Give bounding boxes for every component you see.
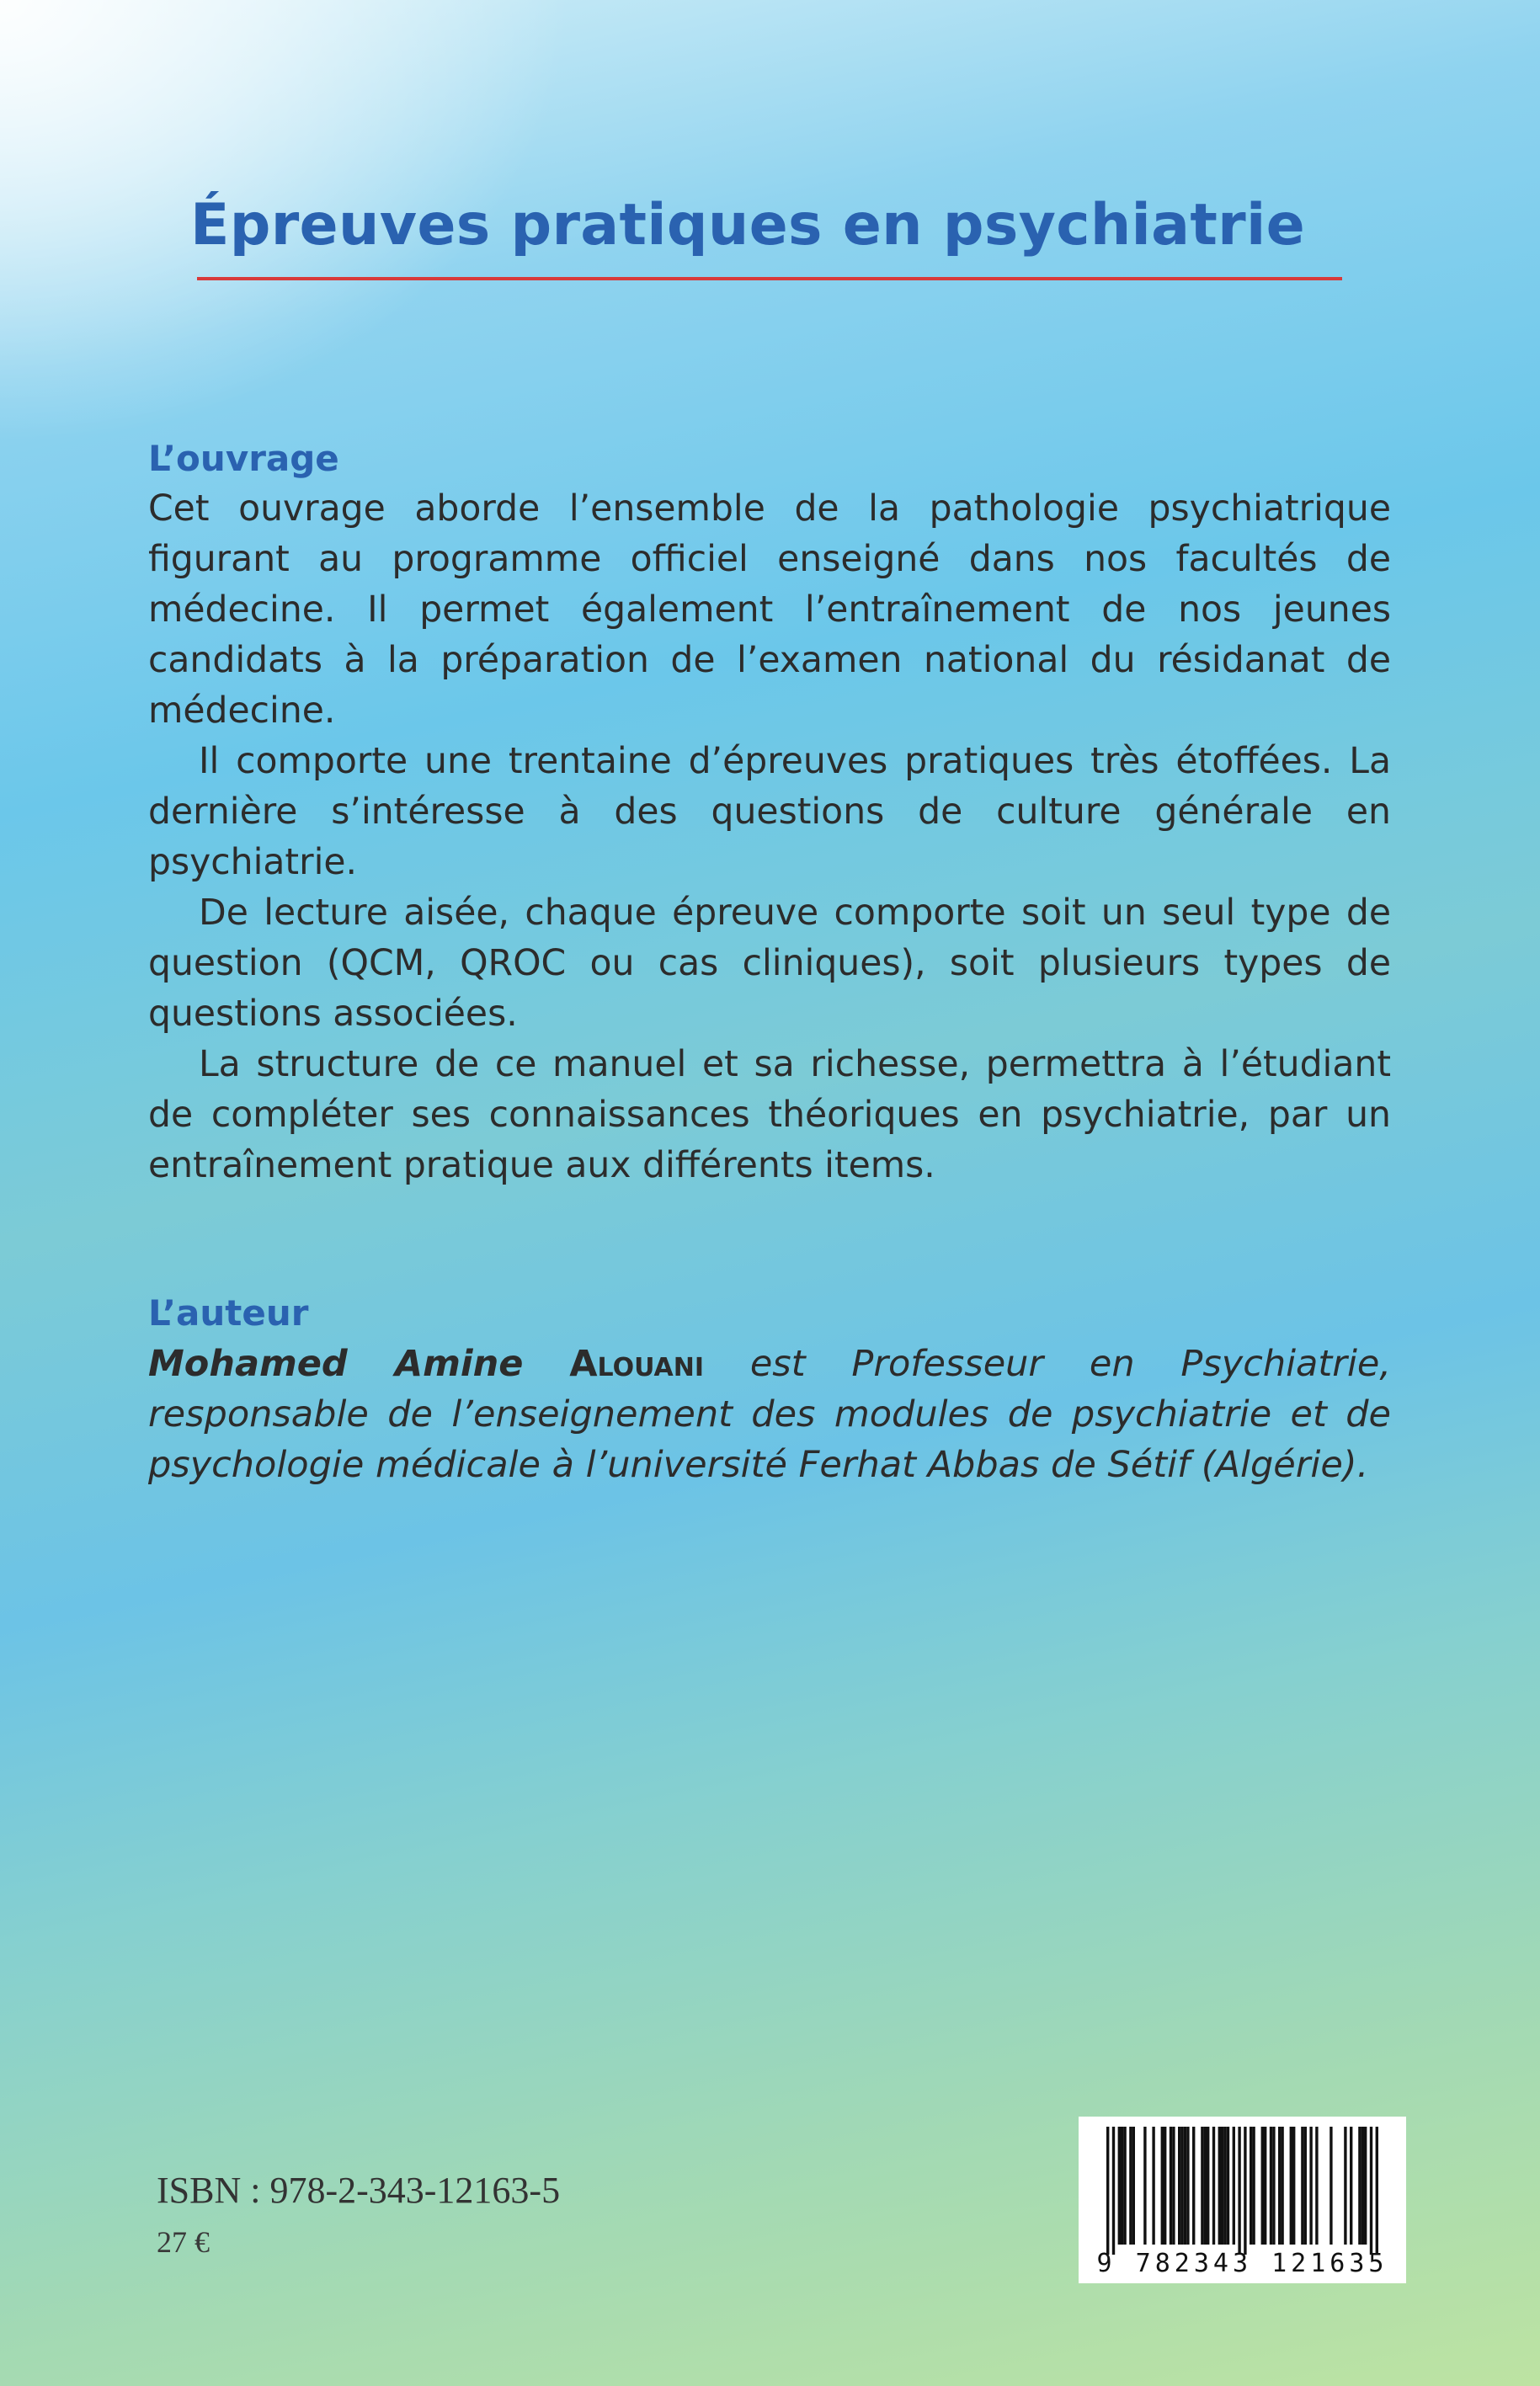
barcode-bar	[1204, 2127, 1207, 2245]
ouvrage-paragraph: Cet ouvrage aborde l’ensemble de la pathologie psychiatrique figurant au programme officiel enseigné dans nos facultés de médecine. Il permet également l’entraînement de nos jeunes candidats à la préparation de l’examen national du résidanat de médecine.	[148, 488, 1391, 732]
barcode-bar	[1172, 2127, 1175, 2245]
author-first-names: Mohamed Amine	[148, 1343, 524, 1385]
barcode-bar	[1112, 2127, 1115, 2255]
barcode-bar	[1344, 2127, 1346, 2245]
barcode-bar	[1252, 2127, 1255, 2245]
price-text: 27 €	[157, 2225, 210, 2259]
barcode-bar	[1261, 2127, 1264, 2245]
barcode-bar	[1132, 2127, 1135, 2245]
barcode-bar	[1178, 2127, 1180, 2245]
barcode-bar	[1358, 2127, 1361, 2245]
barcode-bar	[1272, 2127, 1275, 2245]
barcode-bar	[1250, 2127, 1252, 2245]
author-surname: Alouani	[569, 1343, 705, 1385]
barcode-bar	[1221, 2127, 1223, 2245]
barcode-bar	[1184, 2127, 1186, 2245]
barcode-bar	[1290, 2127, 1292, 2245]
barcode-bar	[1233, 2127, 1235, 2245]
barcode-bar	[1281, 2127, 1283, 2245]
barcode	[1079, 2117, 1406, 2283]
barcode-bar	[1212, 2127, 1215, 2245]
barcode-bar	[1364, 2127, 1367, 2245]
title-underline	[197, 277, 1342, 280]
barcode-bar	[1161, 2127, 1164, 2245]
barcode-bar	[1238, 2127, 1240, 2255]
barcode-bar	[1270, 2127, 1272, 2245]
barcode-bar	[1301, 2127, 1303, 2245]
ouvrage-section	[148, 434, 1391, 1191]
barcode-bar	[1218, 2127, 1221, 2245]
barcode-bar	[1118, 2127, 1121, 2245]
barcode-bar	[1121, 2127, 1123, 2245]
barcode-bar	[1207, 2127, 1209, 2245]
barcode-bar	[1143, 2127, 1146, 2245]
auteur-section	[148, 1288, 1391, 1490]
ouvrage-heading: L’ouvrage	[148, 438, 339, 479]
book-title: Épreuves pratiques en psychiatrie	[190, 192, 1306, 258]
barcode-bar	[1278, 2127, 1281, 2245]
barcode-bar	[1180, 2127, 1183, 2245]
barcode-bar	[1201, 2127, 1203, 2245]
isbn-text: ISBN : 978-2-343-12163-5	[157, 2170, 561, 2211]
barcode-bar	[1361, 2127, 1364, 2245]
barcode-bar	[1244, 2127, 1246, 2255]
barcode-bar	[1129, 2127, 1132, 2245]
barcode-bar	[1164, 2127, 1166, 2245]
barcode-digits: 9 782343 121635	[1096, 2249, 1388, 2278]
barcode-bar	[1227, 2127, 1229, 2245]
ouvrage-paragraph: De lecture aisée, chaque épreuve comporte soit un seul type de question (QCM, QROC ou cas cliniques), soit plusieurs types de questions associées.	[148, 892, 1391, 1035]
author-bio	[148, 1339, 1391, 1490]
barcode-bar	[1350, 2127, 1352, 2245]
auteur-heading: L’auteur	[148, 1292, 309, 1334]
barcode-bar	[1309, 2127, 1312, 2245]
barcode-bar	[1292, 2127, 1295, 2245]
barcode-bar	[1376, 2127, 1378, 2255]
barcode-bar	[1330, 2127, 1332, 2245]
barcode-bar	[1304, 2127, 1307, 2245]
barcode-bar	[1152, 2127, 1154, 2245]
barcode-bar	[1315, 2127, 1318, 2245]
barcode-bar	[1106, 2127, 1109, 2255]
ouvrage-paragraph: Il comporte une trentaine d’épreuves pratiques très étoffées. La dernière s’intéresse à des questions de culture générale en psychiatrie.	[148, 741, 1391, 883]
barcode-bar	[1123, 2127, 1126, 2245]
barcode-bar	[1264, 2127, 1266, 2245]
barcode-bar	[1370, 2127, 1372, 2255]
ouvrage-paragraph: La structure de ce manuel et sa richesse, permettra à l’étudiant de compléter ses connaissances théoriques en psychiatrie, par un entraînement pratique aux différents items.	[148, 1044, 1391, 1186]
barcode-bar	[1223, 2127, 1226, 2245]
barcode-bar	[1192, 2127, 1195, 2245]
author-bio-text: est Professeur en Psychiatrie, responsable de l’enseignement des modules de psychiatrie et de psychologie médicale à l’université Ferhat Abbas de Sétif (Algérie).	[148, 1343, 1392, 1486]
barcode-bar	[1170, 2127, 1172, 2245]
barcode-bar	[1186, 2127, 1189, 2245]
